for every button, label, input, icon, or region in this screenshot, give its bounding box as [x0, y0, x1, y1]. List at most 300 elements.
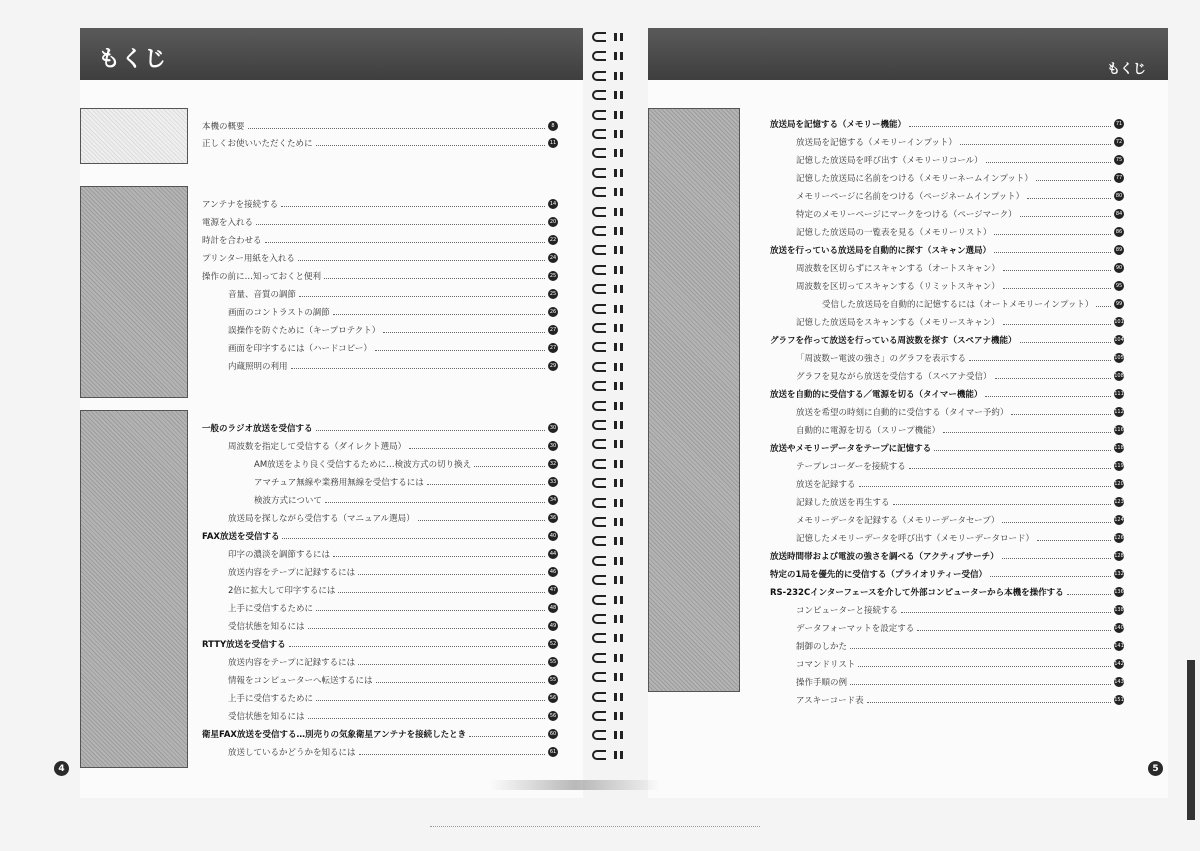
binding-hole: [620, 188, 623, 196]
binding-hole: [614, 324, 617, 332]
toc-entry: [228, 324, 558, 336]
leader-dots: [289, 641, 545, 647]
toc-entry: [254, 494, 558, 506]
toc-entry-title: コンピューターと接続する: [796, 606, 899, 616]
coil-ring: [592, 459, 606, 469]
toc-entry: [796, 640, 1124, 652]
toc-page-number: 8: [548, 121, 558, 131]
binding-hole: [614, 654, 617, 662]
leader-dots: [1011, 409, 1111, 415]
toc-entry-title: 放送しているかどうかを知るには: [228, 748, 356, 758]
binding-hole: [614, 285, 617, 293]
leader-dots: [995, 373, 1111, 379]
toc-entry-title: 印字の濃淡を調節するには: [228, 550, 331, 560]
binding-hole: [614, 91, 617, 99]
leader-dots: [917, 625, 1111, 631]
spiral-coil: [592, 30, 632, 44]
toc-entry: [202, 530, 558, 542]
toc-entry-title: グラフを見ながら放送を受信する（スペアナ受信）: [796, 372, 992, 382]
binding-hole: [614, 693, 617, 701]
spiral-coil: [592, 302, 632, 316]
binding-hole: [614, 460, 617, 468]
toc-entry: [228, 584, 558, 596]
toc-entry-title: 衛星FAX放送を受信する…別売りの気象衛星アンテナを接続したとき: [202, 730, 467, 740]
toc-page-number: 75: [1115, 157, 1123, 163]
toc-page-number: 80: [1115, 193, 1123, 199]
coil-ring: [592, 187, 606, 197]
spiral-coil: [592, 631, 632, 645]
toc-entry-title: メモリーページに名前をつける（ページネームインプット）: [796, 192, 1025, 202]
toc-page-number: 124: [1114, 517, 1124, 523]
coil-ring: [592, 342, 606, 352]
toc-entry-title: グラフを作って放送を行っている周波数を探す（スペアナ機能）: [770, 336, 1017, 346]
spiral-coil: [592, 593, 632, 607]
binding-hole: [614, 576, 617, 584]
toc-entry-title: プリンター用紙を入れる: [202, 254, 295, 264]
toc-entry-title: 放送やメモリーデータをテープに記憶する: [770, 444, 932, 454]
leader-dots: [859, 481, 1111, 487]
toc-entry-title: テープレコーダーを接続する: [796, 462, 906, 472]
toc-entry: [796, 262, 1124, 274]
binding-hole: [620, 693, 623, 701]
coil-ring: [592, 32, 606, 42]
toc-page-number: 61: [549, 749, 557, 755]
toc-entry: [796, 226, 1124, 238]
toc-page-number: 123: [1114, 499, 1124, 505]
toc-entry-title: 「周波数ー電波の強さ」のグラフを表示する: [796, 354, 967, 364]
binding-hole: [614, 305, 617, 313]
toc-entry-title: 誤操作を防ぐために（キープロテクト）: [228, 326, 381, 336]
toc-entry: [796, 370, 1124, 382]
leader-dots: [333, 551, 545, 557]
toc-page-number: 118: [1114, 445, 1124, 451]
leader-dots: [969, 355, 1111, 361]
toc-entry-title: アスキーコード表: [796, 696, 864, 706]
spiral-coil: [592, 748, 632, 762]
toc-entry-title: 放送を記録する: [796, 480, 856, 490]
toc-page-number: 60: [549, 731, 557, 737]
binding-hole: [614, 673, 617, 681]
spiral-coil: [592, 690, 632, 704]
binding-hole: [620, 130, 623, 138]
toc-page-number: 30: [549, 443, 557, 449]
binding-hole: [614, 402, 617, 410]
toc-entry: [770, 244, 1124, 256]
leader-dots: [1003, 319, 1111, 325]
coil-ring: [592, 439, 606, 449]
binding-hole: [620, 654, 623, 662]
toc-page-number: 136: [1114, 589, 1124, 595]
leader-dots: [325, 497, 545, 503]
binding-hole: [614, 227, 617, 235]
binding-hole: [620, 72, 623, 80]
toc-entry-title: 本機の概要: [202, 122, 245, 132]
toc-page-number: 27: [549, 345, 557, 351]
binding-hole: [614, 712, 617, 720]
toc-entry-title: 情報をコンピューターへ転送するには: [228, 676, 373, 686]
toc-entry-title: アマチュア無線や業務用無線を受信するには: [254, 478, 424, 488]
binding-hole: [620, 421, 623, 429]
toc-page-number: 55: [549, 677, 557, 683]
coil-ring: [592, 556, 606, 566]
toc-entry: [796, 280, 1124, 292]
toc-entry-title: 時計を合わせる: [202, 236, 262, 246]
toc-page-number: 22: [549, 237, 557, 243]
coil-ring: [592, 207, 606, 217]
binding-hole: [614, 421, 617, 429]
toc-entry: [202, 234, 558, 246]
toc-entry-title: 音量、音質の調節: [228, 290, 297, 300]
toc-page-number: 33: [549, 479, 557, 485]
leader-dots: [469, 731, 545, 737]
binding-shadow: [490, 780, 660, 790]
toc-entry: [202, 216, 558, 228]
spiral-coil: [592, 612, 632, 626]
binding-hole: [620, 91, 623, 99]
toc-entry-title: RTTY放送を受信する: [202, 640, 286, 650]
toc-page-number: 89: [1115, 247, 1123, 253]
toc-entry: [228, 692, 558, 704]
toc-page-number: 27: [549, 327, 557, 333]
toc-entry-title: 受信状態を知るには: [228, 622, 305, 632]
leader-dots: [985, 391, 1111, 397]
binding-hole: [614, 479, 617, 487]
leader-dots: [427, 479, 545, 485]
toc-entry: [796, 676, 1124, 688]
coil-ring: [592, 750, 606, 760]
binding-hole: [620, 712, 623, 720]
binding-hole: [620, 52, 623, 60]
binding-hole: [620, 499, 623, 507]
binding-hole: [620, 479, 623, 487]
binding-hole: [620, 305, 623, 313]
binding-hole: [620, 33, 623, 41]
toc-entry-title: 放送を希望の時刻に自動的に受信する（タイマー予約）: [796, 408, 1009, 418]
spiral-binding: [588, 30, 636, 780]
section-thumbnail-intro: [80, 108, 188, 164]
toc-entry-title: 上手に受信するために: [228, 604, 314, 614]
toc-page-number: 29: [549, 363, 557, 369]
leader-dots: [858, 661, 1111, 667]
coil-ring: [592, 536, 606, 546]
right-header-bar: [648, 28, 1168, 80]
toc-entry-title: 2倍に拡大して印字するには: [228, 586, 336, 596]
toc-page-number: 95: [1115, 283, 1123, 289]
binding-hole: [620, 460, 623, 468]
spiral-coil: [592, 166, 632, 180]
toc-entry: [796, 694, 1124, 706]
toc-page-number: 52: [549, 641, 557, 647]
coil-ring: [592, 90, 606, 100]
toc-entry-title: 一般のラジオ放送を受信する: [202, 424, 313, 434]
toc-entry-title: 放送時間帯および電波の強さを調べる（アクティブサーチ）: [770, 552, 999, 562]
toc-page-number: 104: [1114, 337, 1124, 343]
leader-dots: [358, 659, 545, 665]
coil-ring: [592, 381, 606, 391]
toc-page-number: 47: [549, 587, 557, 593]
binding-hole: [620, 246, 623, 254]
binding-hole: [614, 634, 617, 642]
toc-entry: [202, 728, 558, 740]
binding-hole: [620, 111, 623, 119]
toc-entry: [796, 208, 1124, 220]
binding-hole: [614, 52, 617, 60]
leader-dots: [934, 445, 1111, 451]
spiral-coil: [592, 476, 632, 490]
leader-dots: [474, 461, 545, 467]
toc-page-number: 151: [1114, 697, 1124, 703]
toc-entry: [254, 458, 558, 470]
leader-dots: [282, 533, 545, 539]
toc-entry-title: 周波数を指定して受信する（ダイレクト選局）: [228, 442, 407, 452]
toc-entry: [228, 440, 558, 452]
toc-page-number: 138: [1114, 607, 1124, 613]
binding-hole: [614, 208, 617, 216]
leader-dots: [256, 219, 545, 225]
toc-page-number: 108: [1114, 373, 1124, 379]
page-title: もくじ: [98, 47, 168, 72]
toc-entry: [796, 460, 1124, 472]
spiral-coil: [592, 437, 632, 451]
leader-dots: [943, 427, 1111, 433]
binding-hole: [620, 634, 623, 642]
leader-dots: [990, 571, 1111, 577]
toc-page-number: 56: [549, 695, 557, 701]
toc-entry: [228, 342, 558, 354]
coil-ring: [592, 653, 606, 663]
leader-dots: [960, 139, 1111, 145]
toc-entry-title: 放送を行っている放送局を自動的に探す（スキャン選局）: [770, 246, 992, 256]
toc-entry-title: 周波数を区切らずにスキャンする（オートスキャン）: [796, 264, 1000, 274]
spiral-coil: [592, 127, 632, 141]
toc-page-number: 30: [549, 425, 557, 431]
leader-dots: [909, 463, 1111, 469]
spiral-coil: [592, 321, 632, 335]
leader-dots: [333, 309, 545, 315]
coil-ring: [592, 478, 606, 488]
left-page: [80, 28, 583, 798]
binding-hole: [620, 557, 623, 565]
leader-dots: [324, 273, 545, 279]
coil-ring: [592, 633, 606, 643]
toc-entry-title: 放送局を記憶する（メモリーインプット）: [796, 138, 957, 148]
toc-page-number: 72: [1115, 139, 1123, 145]
toc-entry: [228, 674, 558, 686]
toc-page-number: 84: [1115, 211, 1123, 217]
toc-page-number: 40: [549, 533, 557, 539]
toc-entry: [202, 198, 558, 210]
coil-ring: [592, 51, 606, 61]
coil-ring: [592, 420, 606, 430]
toc-entry: [770, 568, 1124, 580]
spiral-coil: [592, 146, 632, 160]
binding-hole: [620, 266, 623, 274]
leader-dots: [281, 201, 545, 207]
binding-hole: [614, 615, 617, 623]
coil-ring: [592, 71, 606, 81]
binding-hole: [614, 382, 617, 390]
binding-hole: [614, 72, 617, 80]
toc-entry-title: 記憶した放送局の一覧表を見る（メモリーリスト）: [796, 228, 992, 238]
toc-entry: [228, 566, 558, 578]
toc-entry-title: コマンドリスト: [796, 660, 856, 670]
toc-entry: [228, 620, 558, 632]
leader-dots: [1096, 301, 1111, 307]
toc-entry-title: 記憶した放送局を呼び出す（メモリーリコール）: [796, 156, 983, 166]
spiral-coil: [592, 496, 632, 510]
spiral-coil: [592, 88, 632, 102]
toc-entry: [796, 406, 1124, 418]
binding-hole: [620, 149, 623, 157]
spiral-coil: [592, 205, 632, 219]
binding-hole: [620, 731, 623, 739]
toc-entry-title: AM放送をより良く受信するために…検波方式の切り換え: [254, 460, 472, 470]
toc-entry-title: アンテナを接続する: [202, 200, 279, 210]
coil-ring: [592, 284, 606, 294]
spiral-coil: [592, 399, 632, 413]
binding-hole: [620, 402, 623, 410]
spiral-coil: [592, 49, 632, 63]
binding-hole: [614, 731, 617, 739]
toc-entry-title: RS-232Cインターフェースを介して外部コンピューターから本機を操作する: [770, 588, 1064, 598]
toc-page-number: 32: [549, 461, 557, 467]
spiral-coil: [592, 69, 632, 83]
spiral-coil: [592, 243, 632, 257]
toc-entry: [770, 550, 1124, 562]
toc-page-number: 36: [549, 515, 557, 521]
binding-hole: [614, 188, 617, 196]
binding-hole: [614, 169, 617, 177]
toc-entry: [796, 478, 1124, 490]
bottom-rule: [430, 826, 760, 827]
toc-entry-title: 操作の前に…知っておくと便利: [202, 272, 322, 282]
toc-page-number: 128: [1114, 553, 1124, 559]
toc-page-number: 119: [1114, 463, 1124, 469]
coil-ring: [592, 304, 606, 314]
toc-entry-title: 内蔵照明の利用: [228, 362, 288, 372]
toc-entry: [796, 136, 1124, 148]
toc-page-number: 101: [1114, 319, 1124, 325]
leader-dots: [316, 140, 545, 146]
binding-hole: [614, 130, 617, 138]
toc-page-number: 105: [1114, 355, 1124, 361]
leader-dots: [358, 569, 545, 575]
toc-page-number: 55: [549, 659, 557, 665]
toc-page-number: 25: [549, 291, 557, 297]
toc-entry-title: 操作手順の例: [796, 678, 848, 688]
coil-ring: [592, 148, 606, 158]
binding-hole: [614, 557, 617, 565]
toc-entry-title: 検波方式について: [254, 496, 322, 506]
binding-hole: [620, 576, 623, 584]
leader-dots: [308, 623, 545, 629]
spiral-coil: [592, 360, 632, 374]
toc-entry: [796, 658, 1124, 670]
binding-hole: [620, 518, 623, 526]
spiral-coil: [592, 282, 632, 296]
toc-page-number: 46: [549, 569, 557, 575]
spiral-coil: [592, 534, 632, 548]
leader-dots: [1036, 175, 1111, 181]
toc-page-number: 11: [549, 140, 557, 146]
right-page-number: 5: [1148, 761, 1163, 776]
toc-entry: [770, 118, 1124, 130]
toc-entry: [796, 604, 1124, 616]
spiral-coil: [592, 554, 632, 568]
toc-entry-title: 上手に受信するために: [228, 694, 314, 704]
spiral-coil: [592, 457, 632, 471]
coil-ring: [592, 110, 606, 120]
toc-page-number: 49: [549, 623, 557, 629]
toc-entry: [202, 422, 558, 434]
toc-entry-title: 受信状態を知るには: [228, 712, 305, 722]
toc-entry-title: 画面を印字するには（ハードコピー）: [228, 344, 372, 354]
spiral-coil: [592, 185, 632, 199]
toc-page-number: 141: [1114, 643, 1124, 649]
binding-hole: [614, 363, 617, 371]
coil-ring: [592, 692, 606, 702]
toc-page-number: 71: [1115, 121, 1123, 127]
toc-entry: [228, 306, 558, 318]
binding-hole: [620, 673, 623, 681]
toc-entry-title: データフォーマットを設定する: [796, 624, 915, 634]
coil-ring: [592, 245, 606, 255]
toc-entry: [796, 496, 1124, 508]
leader-dots: [418, 515, 545, 521]
spiral-coil: [592, 379, 632, 393]
toc-page-number: 126: [1114, 535, 1124, 541]
coil-ring: [592, 168, 606, 178]
coil-ring: [592, 226, 606, 236]
toc-page-number: 111: [1114, 391, 1124, 397]
toc-entry: [796, 514, 1124, 526]
leader-dots: [1020, 211, 1111, 217]
spiral-coil: [592, 651, 632, 665]
toc-entry: [228, 746, 558, 758]
toc-entry: [202, 638, 558, 650]
leader-dots: [1003, 265, 1111, 271]
leader-dots: [994, 247, 1111, 253]
toc-entry-title: 受信した放送局を自動的に記憶するには（オートメモリーインプット）: [822, 300, 1094, 310]
spiral-coil: [592, 340, 632, 354]
leader-dots: [338, 587, 545, 593]
spiral-coil: [592, 108, 632, 122]
toc-entry-title: 特定の1局を優先的に受信する（プライオリティー受信）: [770, 570, 988, 580]
toc-entry-title: 制御のしかた: [796, 642, 848, 652]
toc-entry-title: 電源を入れる: [202, 218, 254, 228]
coil-ring: [592, 672, 606, 682]
spiral-coil: [592, 670, 632, 684]
toc-entry-title: 記憶した放送局に名前をつける（メモリーネームインプット）: [796, 174, 1033, 184]
leader-dots: [409, 443, 545, 449]
toc-entry-title: 正しくお使いいただくために: [202, 139, 313, 149]
toc-entry: [796, 424, 1124, 436]
toc-entry: [228, 602, 558, 614]
toc-entry: [796, 352, 1124, 364]
page-title-right: もくじ: [1106, 62, 1146, 77]
leader-dots: [850, 643, 1111, 649]
toc-page-number: 132: [1114, 571, 1124, 577]
toc-page-number: 112: [1114, 409, 1124, 415]
toc-entry-title: 放送内容をテープに記録するには: [228, 568, 356, 578]
toc-page-number: 116: [1114, 427, 1124, 433]
binding-hole: [620, 363, 623, 371]
leader-dots: [265, 237, 545, 243]
toc-entry: [770, 442, 1124, 454]
binding-hole: [614, 266, 617, 274]
spiral-coil: [592, 728, 632, 742]
coil-ring: [592, 498, 606, 508]
